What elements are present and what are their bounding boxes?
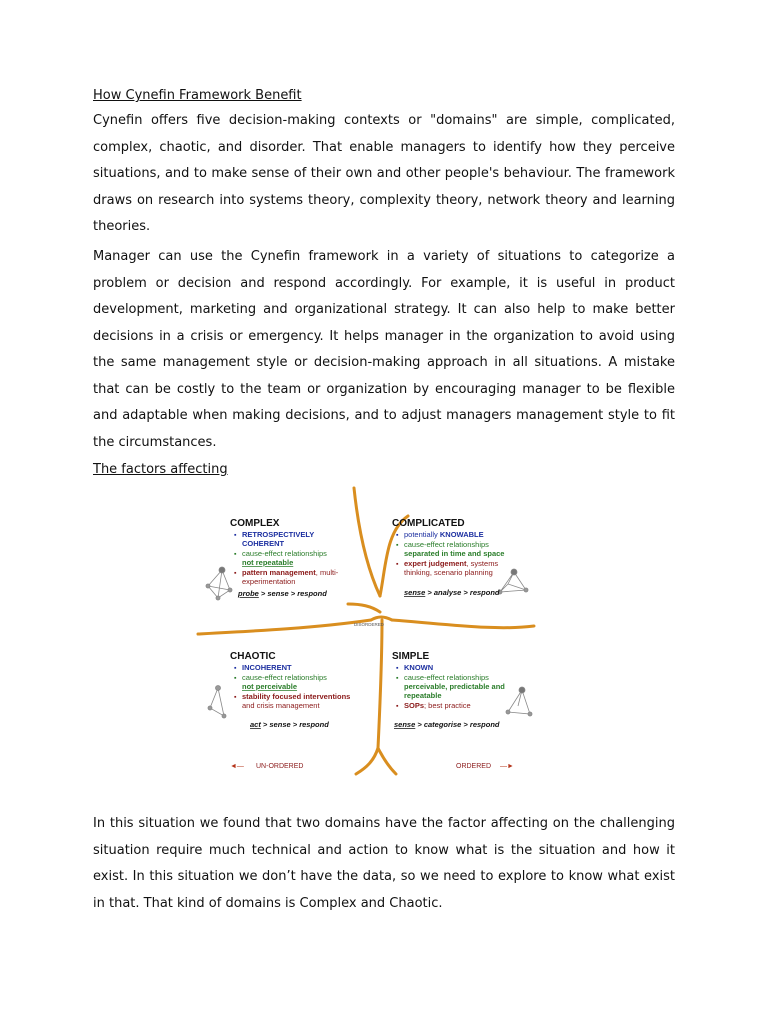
- svg-text:▪: ▪: [234, 551, 237, 558]
- svg-text:▪: ▪: [396, 561, 399, 568]
- svg-text:not repeatable: not repeatable: [242, 558, 294, 567]
- svg-text:▪: ▪: [234, 665, 237, 672]
- order-axis: [230, 763, 514, 770]
- cynefin-diagram: [196, 486, 536, 778]
- svg-text:and crisis management: and crisis management: [242, 701, 320, 710]
- svg-text:cause-effect relationships: cause-effect relationships: [242, 673, 327, 682]
- disordered-label: DISORDERED: [354, 622, 385, 627]
- svg-text:COHERENT: COHERENT: [242, 539, 285, 548]
- svg-text:sense > categorise > respond: sense > categorise > respond: [394, 720, 500, 729]
- svg-text:thinking, scenario planning: thinking, scenario planning: [404, 568, 493, 577]
- svg-text:▪: ▪: [234, 675, 237, 682]
- svg-text:▪: ▪: [396, 542, 399, 549]
- svg-text:▪: ▪: [396, 665, 399, 672]
- svg-text:▪: ▪: [396, 703, 399, 710]
- svg-text:KNOWN: KNOWN: [404, 663, 434, 672]
- svg-text:separated in time and space: separated in time and space: [404, 549, 505, 558]
- paragraph-intro: Cynefin offers five decision-making contexts or "domains" are simple, complicated, complex, chaotic, and disorder. That enable managers to identify how they perceive situations, and to make sense of their own and other people's behaviour. The framework draws on research into systems theory, complexity theory, network theory and learning theories.: [93, 113, 675, 234]
- arrow-left-icon: ◄—: [230, 763, 244, 770]
- arrow-right-icon: —►: [500, 763, 514, 770]
- svg-text:▪: ▪: [234, 694, 237, 701]
- network-icon: [498, 569, 528, 594]
- svg-text:SOPs; best practice: SOPs; best practice: [404, 701, 471, 710]
- simple-domain: [392, 651, 505, 729]
- section-heading-benefit: How Cynefin Framework Benefit: [93, 88, 302, 103]
- chaotic-title: CHAOTIC: [230, 651, 276, 662]
- ordered-label: ORDERED: [456, 763, 492, 770]
- svg-text:cause-effect relationships: cause-effect relationships: [404, 673, 489, 682]
- svg-text:pattern management, multi-: pattern management, multi-: [242, 568, 339, 577]
- svg-text:INCOHERENT: INCOHERENT: [242, 663, 292, 672]
- network-icon: [206, 567, 232, 600]
- simple-title: SIMPLE: [392, 651, 430, 662]
- svg-text:cause-effect relationships: cause-effect relationships: [242, 549, 327, 558]
- svg-text:▪: ▪: [396, 532, 399, 539]
- svg-text:▪: ▪: [234, 570, 237, 577]
- section-heading-factors: The factors affecting: [93, 462, 228, 477]
- chaotic-domain: [230, 651, 350, 729]
- paragraph-conclusion: In this situation we found that two domains have the factor affecting on the challenging situation require much technical and action to know what is the situation and how it exist. In this situation we don’t have the data, so we need to explore to know what exist in that. That kind of domains is Complex and Chaotic.: [93, 816, 675, 911]
- network-icon: [506, 687, 532, 716]
- svg-text:perceivable, predictable and: perceivable, predictable and: [404, 682, 505, 691]
- complicated-domain: [392, 518, 504, 597]
- svg-text:expert judgement, systems: expert judgement, systems: [404, 559, 499, 568]
- svg-text:▪: ▪: [234, 532, 237, 539]
- svg-text:cause-effect relationships: cause-effect relationships: [404, 540, 489, 549]
- complex-title: COMPLEX: [230, 518, 280, 529]
- svg-text:act > sense > respond: act > sense > respond: [250, 720, 329, 729]
- complicated-title: COMPLICATED: [392, 518, 465, 529]
- svg-text:probe > sense > respond: probe > sense > respond: [238, 589, 327, 598]
- svg-text:stability focused intervention: stability focused interventions: [242, 692, 351, 701]
- unordered-label: UN-ORDERED: [256, 763, 304, 770]
- svg-text:repeatable: repeatable: [404, 691, 442, 700]
- svg-text:RETROSPECTIVELY: RETROSPECTIVELY: [242, 530, 315, 539]
- svg-text:sense > analyse > respond: sense > analyse > respond: [404, 588, 500, 597]
- complex-domain: [230, 518, 339, 598]
- svg-text:potentially KNOWABLE: potentially KNOWABLE: [404, 530, 484, 539]
- svg-text:not perceivable: not perceivable: [242, 682, 298, 691]
- svg-text:experimentation: experimentation: [242, 577, 296, 586]
- svg-text:▪: ▪: [396, 675, 399, 682]
- network-icon: [208, 686, 226, 719]
- paragraph-usage: Manager can use the Cynefin framework in a variety of situations to categorize a problem or decision and respond accordingly. For example, it is useful in product development, marketing and organizational strategy. It can also help to make better decisions in a crisis or emergency. It helps manager in the organization to avoid using the same management style or decision-making approach in all situations. A mistake that can be costly to the team or organization by encouraging manager to be flexible and adaptable when making decisions, and to adjust managers management style to fit the circumstances.: [93, 249, 675, 450]
